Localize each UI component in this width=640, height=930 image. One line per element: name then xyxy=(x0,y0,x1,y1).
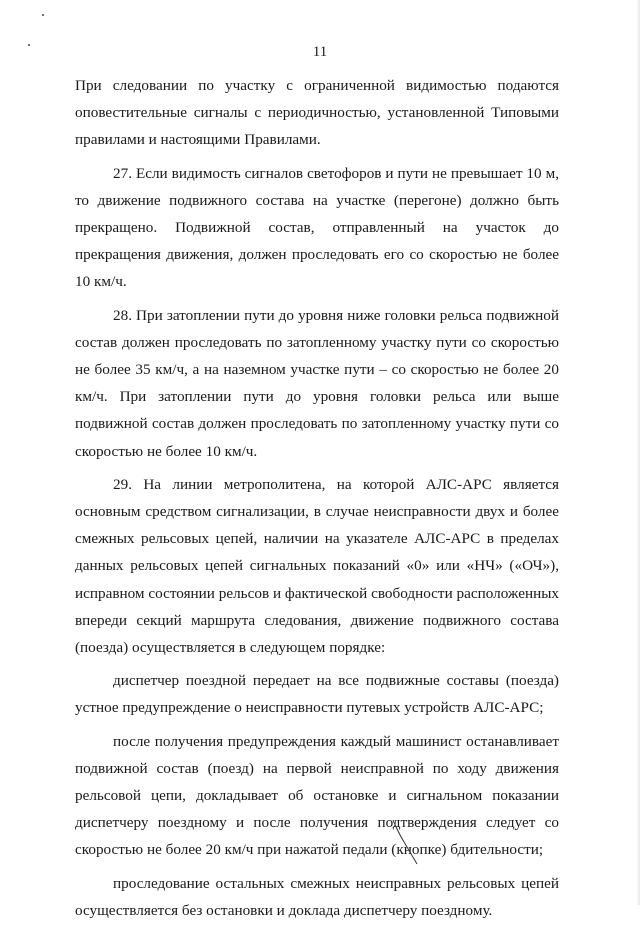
paragraph-27: 27. Если видимость сигналов светофоров и пути не превышает 10 м, то движение подвижного состава на участке (перегоне) должно быть прекращено. Подвижной состав, отправленный на участок до прекращения движения, должен проследовать его со скоростью не более 10 км/ч. xyxy=(75,164,559,291)
page-number: 11 xyxy=(312,44,328,60)
paragraph-intro: При следовании по участку с ограниченной видимостью подаются оповестительные сигналы с периодичностью, установленной Типовыми правилами и настоящими Правилами. xyxy=(75,77,559,149)
pen-mark-icon xyxy=(390,818,420,868)
document-body xyxy=(75,72,559,930)
paragraph-29-step-3: проследование остальных смежных неисправных рельсовых цепей осуществляется без остановки и доклада диспетчеру поездному. xyxy=(75,874,559,919)
paragraph-28: 28. При затоплении пути до уровня ниже головки рельса подвижной состав должен проследовать по затопленному участку пути со скоростью не более 35 км/ч, а на наземном участке пути – со скоростью не более 20 км/ч. При затоплении пути до уровня головки рельса или выше подвижной состав должен проследовать по затопленному участку пути со скоростью не более 10 км/ч. xyxy=(75,306,559,460)
scan-speck xyxy=(42,14,44,16)
scan-edge xyxy=(636,0,640,905)
paragraph-29: 29. На линии метрополитена, на которой АЛС-АРС является основным средством сигнализации, в случае неисправности двух и более смежных рельсовых цепей, наличии на указателе АЛС-АРС в пределах данных рельсовых цепей сигнальных показаний «0» или «НЧ» («ОЧ»), исправном состоянии рельсов и фактической свободности расположенных впереди секций маршрута следования, движение подвижного состава (поезда) осуществляется в следующем порядке: xyxy=(75,475,559,657)
paragraph-29-step-1: диспетчер поездной передает на все подвижные составы (поезда) устное предупреждение о неисправности путевых устройств АЛС-АРС; xyxy=(75,672,559,717)
paragraph-29-step-2: после получения предупреждения каждый машинист останавливает подвижной состав (поезд) на первой неисправной по ходу движения рельсовой цепи, докладывает об остановке и сигнальном показании диспетчеру поездному и после получения подтверждения следует со скоростью не более 20 км/ч при нажатой педали (кнопке) бдительности; xyxy=(75,732,559,859)
